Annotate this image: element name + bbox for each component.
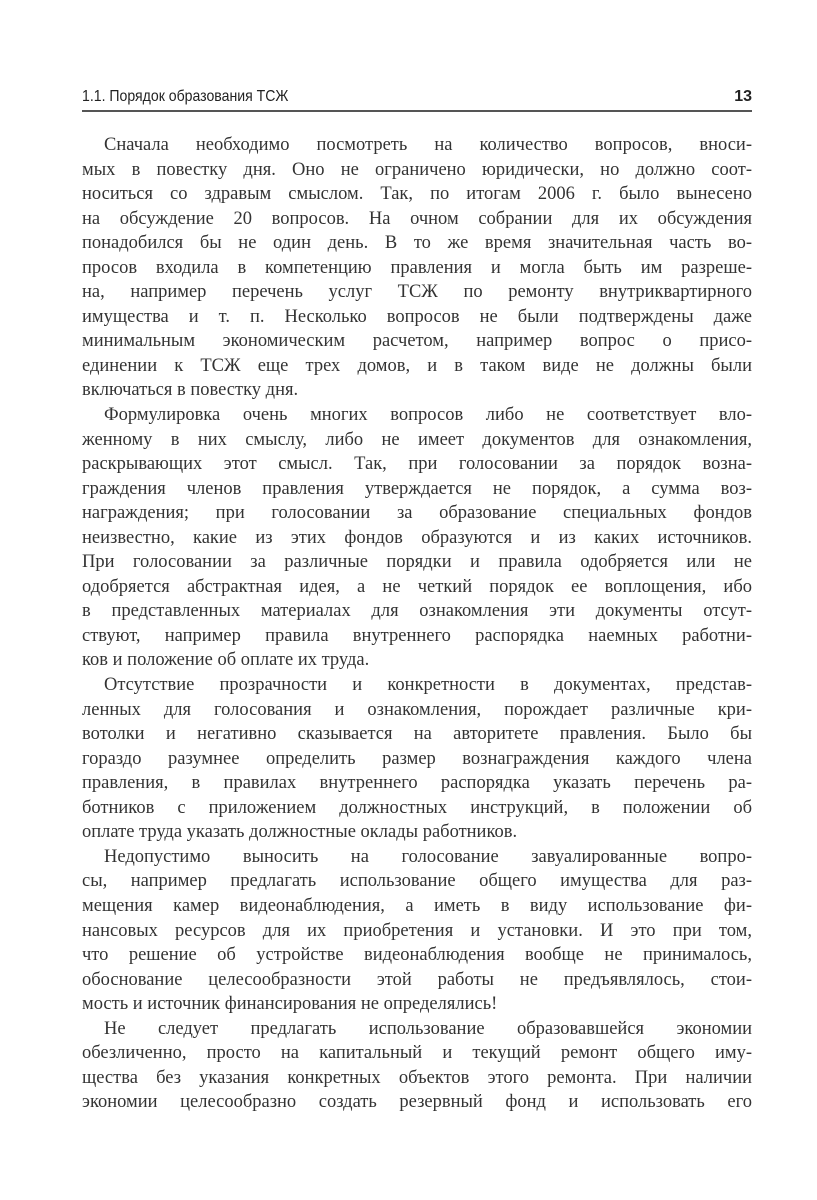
text-line: женному в них смыслу, либо не имеет документов для ознакомления, (82, 429, 752, 450)
text-line: одобряется абстрактная идея, а не четкий порядок ее воплощения, ибо (82, 576, 752, 597)
text-line: ботников с приложением должностных инструкций, в положении об (82, 797, 752, 818)
text-line: что решение об устройстве видеонаблюдения вообще не принималось, (82, 945, 752, 966)
text-line: обезличенно, просто на капитальный и текущий ремонт общего иму- (82, 1043, 752, 1064)
text-line: на обсуждение 20 вопросов. На очном собрании для их обсуждения (82, 208, 752, 229)
text-line: ленных для голосования и ознакомления, порождает различные кри- (82, 699, 752, 720)
text-line: раскрывающих этот смысл. Так, при голосовании за порядок возна- (82, 454, 752, 475)
body-text (82, 133, 752, 1115)
text-line: ков и положение об оплате их труда. (82, 650, 370, 671)
paragraph (82, 403, 752, 673)
text-line: на, например перечень услуг ТСЖ по ремонту внутриквартирного (82, 282, 752, 303)
text-line: мость и источник финансирования не определялись! (82, 994, 498, 1015)
paragraph (82, 133, 752, 403)
text-line: ствуют, например правила внутреннего распорядка наемных работни- (82, 625, 752, 646)
text-line: нансовых ресурсов для их приобретения и установки. И это при том, (82, 920, 752, 941)
paragraph (82, 845, 752, 1017)
text-line: граждения членов правления утверждается не порядок, а сумма воз- (82, 478, 752, 499)
text-line: оплате труда указать должностные оклады работников. (82, 822, 518, 843)
text-line: гораздо разумнее определить размер вознаграждения каждого члена (82, 748, 752, 769)
text-line: награждения; при голосовании за образование специальных фондов (82, 503, 752, 524)
text-line: включаться в повестку дня. (82, 380, 299, 401)
text-line: единении к ТСЖ еще трех домов, и в таком виде не должны были (82, 355, 752, 376)
text-line: мых в повестку дня. Оно не ограничено юридически, но должно соот- (82, 159, 752, 180)
paragraph (82, 1017, 752, 1115)
running-header (82, 86, 752, 112)
text-line: Сначала необходимо посмотреть на количество вопросов, вноси- (104, 135, 752, 155)
page-number: 13 (734, 88, 752, 105)
paragraph (82, 673, 752, 845)
text-line: Недопустимо выносить на голосование завуалированные вопро- (104, 846, 752, 867)
text-line: мещения камер видеонаблюдения, а иметь в виду использование фи- (82, 895, 752, 916)
text-line: обоснование целесообразности этой работы не предъявлялось, стои- (82, 969, 752, 990)
section-title: 1.1. Порядок образования ТСЖ (82, 88, 289, 105)
text-line: сы, например предлагать использование общего имущества для раз- (82, 871, 752, 892)
text-line: минимальным экономическим расчетом, например вопрос о присо- (82, 331, 752, 352)
text-line: Формулировка очень многих вопросов либо не соответствует вло- (104, 405, 752, 426)
text-line: вотолки и негативно сказывается на авторитете правления. Было бы (82, 724, 752, 745)
text-line: в представленных материалах для ознакомления эти документы отсут- (82, 601, 752, 622)
text-line: экономии целесообразно создать резервный фонд и использовать его (82, 1092, 752, 1113)
text-line: понадобился бы не один день. В то же время значительная часть во- (82, 233, 752, 254)
text-line: Не следует предлагать использование образовавшейся экономии (104, 1018, 752, 1039)
text-line: имущества и т. п. Несколько вопросов не были подтверждены даже (82, 306, 752, 327)
text-line: щества без указания конкретных объектов этого ремонта. При наличии (82, 1067, 752, 1088)
text-line: носиться со здравым смыслом. Так, по итогам 2006 г. было вынесено (82, 184, 752, 205)
text-line: При голосовании за различные порядки и правила одобряется или не (82, 552, 752, 573)
text-line: неизвестно, какие из этих фондов образуются и из каких источников. (82, 527, 752, 548)
text-line: Отсутствие прозрачности и конкретности в документах, представ- (104, 675, 752, 696)
text-line: просов входила в компетенцию правления и могла быть им разреше- (82, 257, 752, 278)
text-line: правления, в правилах внутреннего распорядка указать перечень ра- (82, 773, 752, 794)
